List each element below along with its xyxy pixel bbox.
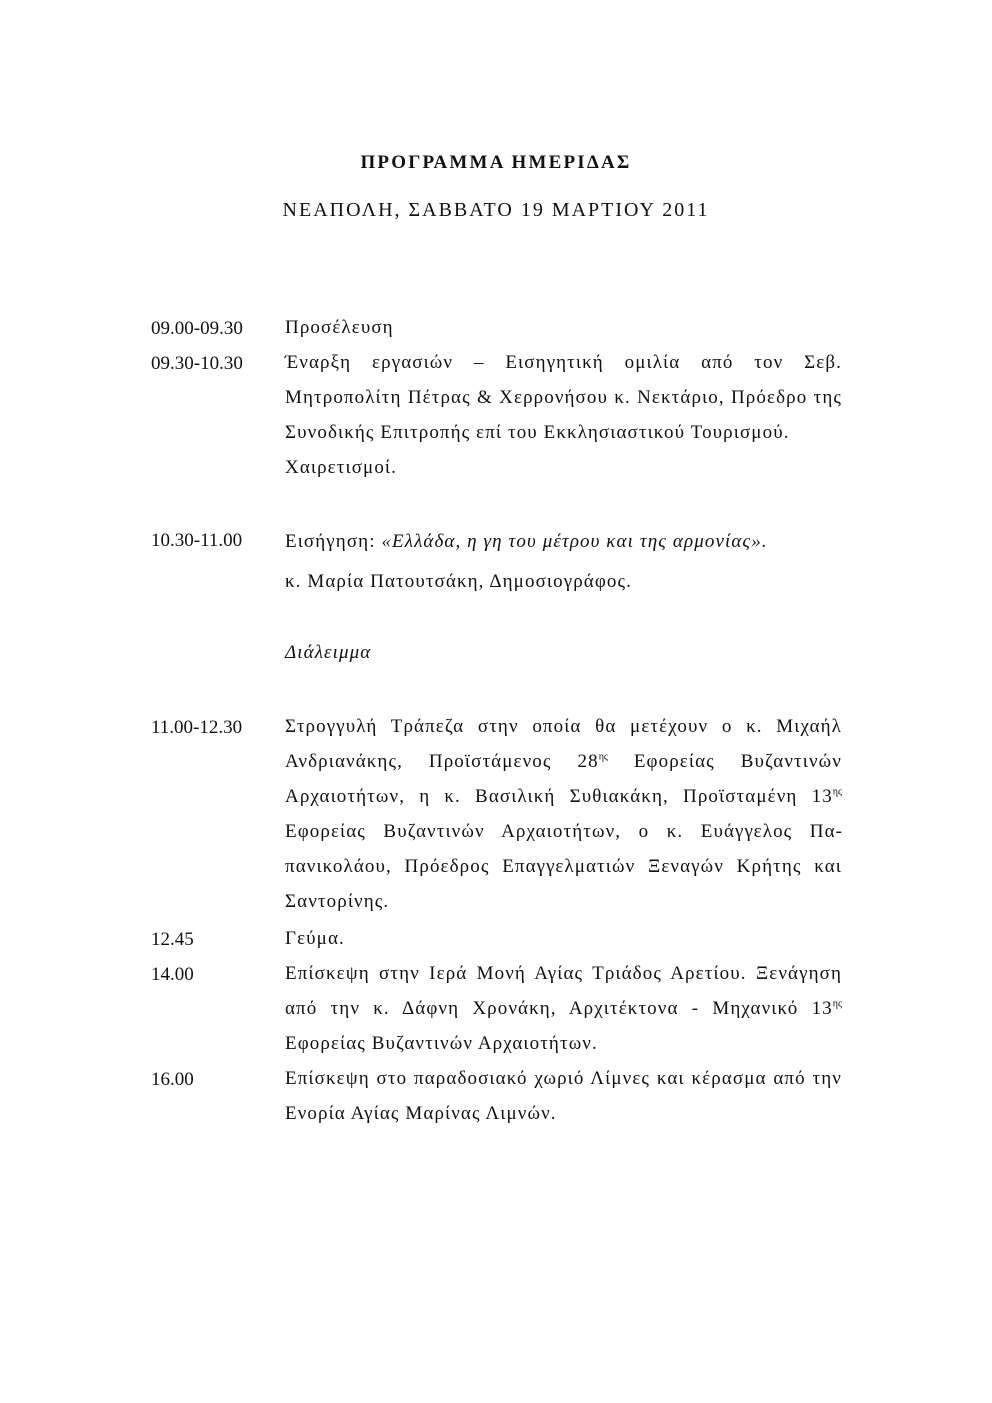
ordinal-suffix: ης: [832, 786, 842, 798]
page-subtitle: ΝΕΑΠΟΛΗ, ΣΑΒΒΑΤΟ 19 ΜΑΡΤΙΟΥ 2011: [282, 199, 710, 221]
schedule-text: Εφορείας Βυζαντινών Αρχαιοτήτων, ο κ. Ευάγγελος Παπανικολάου, Πρόεδρος Επαγγελματιών Ξεναγών Κρήτης και Σαντορίνης.: [285, 821, 842, 912]
schedule-time: 16.00: [151, 1069, 194, 1090]
schedule-note: Χαιρετισμοί.: [285, 457, 397, 478]
schedule-time: 12.45: [151, 929, 194, 950]
speaker: κ. Μαρία Πατουτσάκη, Δημοσιογράφος.: [285, 571, 632, 592]
ordinal-suffix: ης: [832, 998, 842, 1010]
schedule-description: [285, 956, 842, 1061]
schedule-description: [285, 522, 842, 602]
page-title: ΠΡΟΓΡΑΜΜΑ ΗΜΕΡΙΔΑΣ: [360, 152, 632, 173]
schedule-description: Γεύμα.: [285, 928, 345, 949]
schedule-description: Επίσκεψη στο παραδοσιακό χωριό Λίμνες και κέρασμα από την Ενορία Αγίας Μαρίνας Λιμνών.: [285, 1068, 842, 1124]
schedule-time: 09.30-10.30: [151, 353, 243, 374]
break-label: Διάλειμμα: [285, 642, 372, 663]
schedule-time: 10.30-11.00: [151, 530, 243, 551]
schedule-text: Επίσκεψη στην Ιερά Μονή Αγίας Τριάδος Αρετίου. Ξενάγηση από την κ. Δάφνη Χρονάκη, Αρχιτέκτονα - Μηχανικό 13: [285, 963, 842, 1019]
talk-label: Εισήγηση:: [285, 531, 382, 552]
schedule-time: 09.00-09.30: [151, 318, 243, 339]
schedule-description: Προσέλευση: [285, 317, 394, 338]
schedule-description: [285, 709, 842, 919]
schedule-text: Εφορείας Βυζαντινών Αρχαιοτήτων, η κ. Βασιλική Συθιακάκη, Προϊσταμένη 13: [285, 751, 842, 807]
talk-title: «Ελλάδα, η γη του μέτρου και της αρμονίας».: [381, 531, 768, 552]
schedule-text: Στρογγυλή Τράπεζα στην οποία θα μετέχουν ο κ. Μιχαήλ Ανδριανάκης, Προϊστάμενος 28: [285, 716, 842, 772]
schedule-description: [285, 345, 842, 485]
schedule-time: 11.00-12.30: [151, 717, 243, 738]
ordinal-suffix: ης: [598, 751, 608, 763]
schedule-text: Έναρξη εργασιών – Εισηγητική ομιλία από τον Σεβ. Μητροπολίτη Πέτρας & Χερρονήσου κ. Νεκτάριο, Πρόεδρο της Συνοδικής Επιτροπής επί του Εκκλησιαστικού Τουρισμού.: [285, 352, 842, 443]
schedule-text: Εφορείας Βυζαντινών Αρχαιοτήτων.: [285, 1033, 598, 1054]
schedule-time: 14.00: [151, 964, 194, 985]
